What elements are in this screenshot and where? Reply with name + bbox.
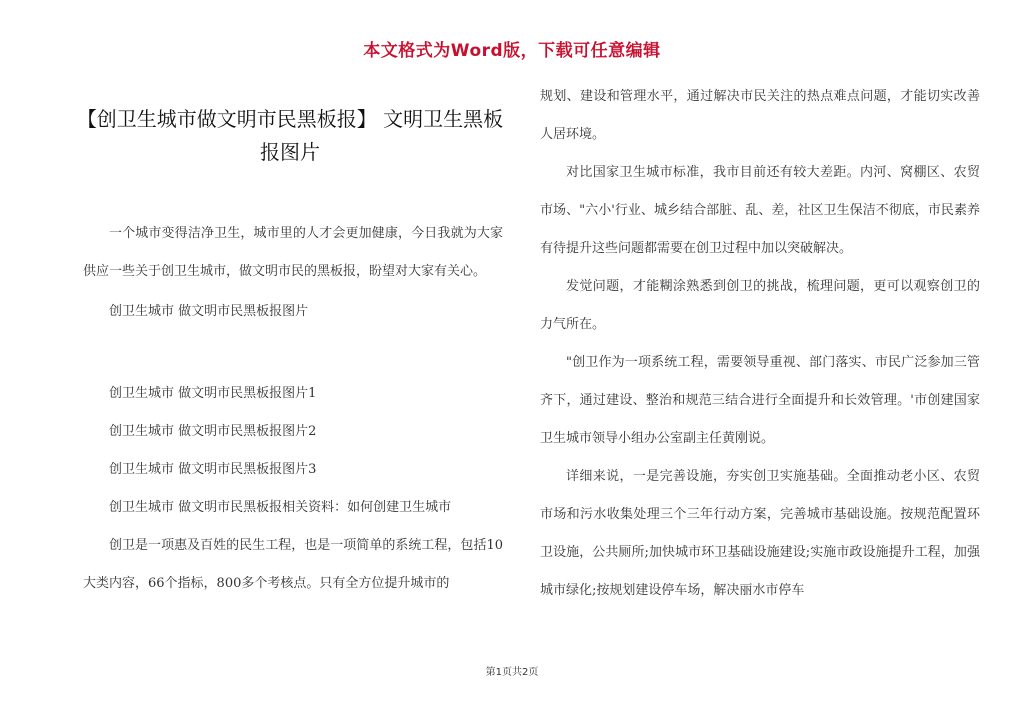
left-column [83, 215, 503, 603]
body-paragraph-4: "创卫作为一项系统工程，需要领导重视、部门落实、市民广泛参加三管齐下，通过建设、整治和规范三结合进行全面提升和长效管理。'市创建国家卫生城市领导小组办公室副主任黄刚说。 [540, 355, 980, 446]
image-caption-3: 创卫生城市 做文明市民黑板报图片3 [109, 462, 317, 477]
related-heading: 创卫生城市 做文明市民黑板报相关资料：如何创建卫生城市 [109, 500, 452, 515]
body-paragraph-3: 发觉问题，才能糊涂熟悉到创卫的挑战，梳理问题，更可以观察创卫的力气所在。 [540, 279, 980, 332]
word-format-banner: 本文格式为Word版，下载可任意编辑 [363, 41, 661, 61]
right-column [540, 78, 980, 610]
intro-paragraph: 一个城市变得洁净卫生，城市里的人才会更加健康，今日我就为大家供应一些关于创卫生城市，做文明市民的黑板报，盼望对大家有关心。 [83, 226, 503, 279]
image-caption: 创卫生城市 做文明市民黑板报图片 [109, 304, 309, 319]
document-title: 【创卫生城市做文明市民黑板报】 文明卫生黑板报图片 [76, 107, 504, 165]
body-paragraph-1-cont: 规划、建设和管理水平，通过解决市民关注的热点难点问题，才能切实改善人居环境。 [540, 89, 980, 142]
image-caption-1: 创卫生城市 做文明市民黑板报图片1 [109, 386, 317, 401]
body-paragraph-1-start: 创卫是一项惠及百姓的民生工程，也是一项简单的系统工程，包括10大类内容，66个指标，800多个考核点。只有全方位提升城市的 [83, 538, 503, 591]
body-paragraph-5: 详细来说，一是完善设施，夯实创卫实施基础。全面推动老小区、农贸市场和污水收集处理三个三年行动方案，完善城市基础设施。按规范配置环卫设施，公共厕所;加快城市环卫基础设施建设;实施市政设施提升工程，加强城市绿化;按规划建设停车场，解决丽水市停车 [540, 469, 980, 598]
image-caption-2: 创卫生城市 做文明市民黑板报图片2 [109, 424, 317, 439]
page-number: 第1页共2页 [485, 667, 539, 678]
body-paragraph-2: 对比国家卫生城市标准，我市目前还有较大差距。内河、窝棚区、农贸市场、"六小'行业、城乡结合部脏、乱、差，社区卫生保洁不彻底，市民素养有待提升这些问题都需要在创卫过程中加以突破解决。 [540, 165, 980, 256]
